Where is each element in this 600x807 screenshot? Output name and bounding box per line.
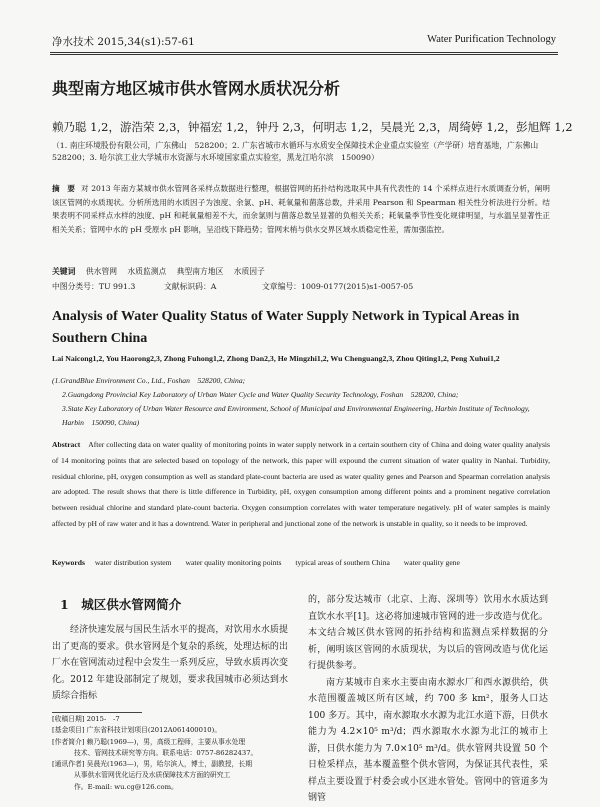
abstract-cn-text: 对 2013 年南方某城市供水管网各采样点数据进行整理，根据管网的拓扑结构选取其中具有代表性的 14 个采样点进行水质调查分析，阐明该区管网的水质现状。分析所选用的水质因子为浊度、余氯、pH、耗氧量和菌落总数，并采用 Pearson 和 Spearman 相关性分析法进行分析。结果表明不同采样点水样的浊度、pH 和耗氧量相差不大，而余氯则与菌落总数呈显著的负相关关系；耗氧量季节性变化规律明显，与水温呈显著性正相关关系；管网中水的 pH 受原水 pH 影响，呈沿线下降趋势；管网末梢与供水交界区域水质稳定性差，需加强监控。: [52, 184, 551, 234]
keywords-en-label: Keywords: [52, 558, 85, 567]
title-cn: 典型南方地区城市供水管网水质状况分析: [52, 79, 341, 98]
keyword-en: water quality monitoring points: [185, 558, 282, 567]
affiliation-en: (1.GrandBlue Environment Co., Ltd., Foshan 528200, China;: [52, 376, 246, 385]
keyword-cn: 典型南方地区: [176, 267, 224, 276]
keyword-en: water distribution system: [94, 558, 172, 567]
header-rule: [50, 52, 558, 53]
keyword-en: typical areas of southern China: [295, 558, 390, 567]
affiliations-en: [52, 374, 552, 430]
authors-en: Lai Naicong1,2, You Haorong2,3, Zhong Fuhong1,2, Zhong Dan2,3, He Mingzhi1,2, Wu Chenguang2,3, Zhou Qiting1,2, Peng Xuhui1,2: [52, 354, 500, 363]
footnote-email: 作。E-mail: wu.cg@126.com。: [74, 782, 178, 791]
right-paragraph-2: 南方某城市自来水主要由南水源水厂和西水源供给，供水范围覆盖城区所有区域，约 700 多 km²，服务人口达 100 多万。其中，南水源取水水源为北江水道下游，日供水能力为 4.2×10⁵ m³/d；西水源取水水源为北江的城市上游，日供水能力为 7.0×10⁵ m³/d。供水管网共设置 50 个日检采样点，基本覆盖整个供水管网，为保证其代表性，采样点主要设置于村委会或小区进水管处。管网中的管道多为钢管: [308, 677, 548, 803]
keywords-en: [52, 558, 472, 567]
journal-issue: 净水技术 2015,34(s1):57-61: [52, 36, 195, 48]
keyword-cn: 供水管网: [85, 267, 118, 276]
header-rule-thin: [50, 54, 558, 55]
footnote-corresponding: [通讯作者] 吴晨光(1963—)，男，哈尔滨人，博士，副教授，长期: [52, 760, 252, 769]
section-1-paragraph: 经济快速发展与国民生活水平的提高，对饮用水水质提出了更高的要求。供水管网是个复杂的系统，处理达标的出厂水在管网流动过程中会发生一系列反应，导致水质再次变化。2012 年建设部制定了规划，要求我国城市必须达到水质综合指标: [52, 625, 288, 701]
affiliation-en: 2.Guangdong Provincial Key Laboratory of Urban Water Cycle and Water Quality Security Technology, Foshan 528200, China;: [62, 390, 459, 399]
abstract-en-label: Abstract: [52, 440, 81, 449]
footnote-funding: [基金项目] 广东省科技计划项目(2012A061400010)。: [52, 726, 222, 735]
abstract-cn-label: 摘 要: [52, 184, 76, 193]
abstract-cn: [52, 182, 550, 236]
affiliations-cn: （1. 南庄环境股份有限公司，广东佛山 528200；2. 广东省城市水循环与水质安全保障技术企业重点实验室（产学研）培育基地，广东佛山 528200；3. 哈尔滨工业大学城市水资源与水环境国家重点实验室，黑龙江哈尔滨 150090）: [52, 141, 547, 162]
right-paragraph-1: 的，部分发达城市（北京、上海、深圳等）饮用水水质达到直饮水水平[1]。这必将加速城市管网的进一步改造与优化。本文结合城区供水管网的拓扑结构和监测点采样数据的分析，阐明该区管网的水质现状，为以后的管网改造与优化运行提供参考。: [308, 595, 548, 671]
footnote-corresponding-cont: 从事供水管网优化运行及水质保障技术方面的研究工: [74, 771, 231, 780]
keyword-cn: 水质因子: [233, 267, 265, 276]
footnote-author: [作者简介] 赖乃聪(1969—)，男，高级工程师，主要从事水处理: [52, 737, 246, 746]
footnote-rule: [52, 712, 142, 713]
abstract-en: [52, 437, 550, 532]
article-number: 文章编号：1009-0177(2015)s1-0057-05: [262, 282, 414, 291]
keyword-en: water quality gene: [403, 558, 460, 567]
footnote-received: [收稿日期] 2015- -7: [52, 715, 120, 723]
right-column: [308, 592, 548, 807]
authors-cn: 赖乃聪 1,2，游浩荣 2,3，钟福宏 1,2，钟丹 2,3，何明志 1,2，吴晨光 2,3，周绮婷 1,2，彭旭辉 1,2: [52, 120, 573, 134]
abstract-en-text: After collecting data on water quality of monitoring points in water supply network in a certain southern city of China and doing water quality analysis of 14 monitoring points that are selected based on topology of the network, this paper will expound the current situation of water quality in Nanhai. Turbidity, residual chlorine, pH, oxygen consumption as well as standard plate-count bacteria are used as water quality genes and Pearson and Spearman correlation analysis are adopted. The result shows that there is little difference in Turbidity, pH, oxygen consumption among different points and a prominent negative correlation between residual chlorine and standard plate-count bacteria. Oxygen consumption correlates with water temperature negatively. pH of water samples is mainly affected by pH of raw water and it has a downtrend. Water in peripheral and junctional zone of the network is unstable in quality, so it needs to be improved.: [52, 440, 550, 528]
keywords-cn-label: 关键词: [52, 267, 76, 276]
footnote-author-cont: 技术、管网技术研究等方向。联系电话：0757-86282437。: [74, 748, 258, 757]
affiliation-en: 3.State Key Laboratory of Urban Water Resource and Environment, School of Municipal and Environmental Engineering, Harbin Institute of Technology, Harbin 150090, China): [62, 404, 530, 427]
title-en: Analysis of Water Quality Status of Water Supply Network in Typical Areas in Southern China: [52, 309, 520, 346]
document-code: 文献标识码：A: [164, 282, 217, 291]
keywords-cn: [52, 266, 265, 277]
section-1-heading: 1 城区供水管网简介: [60, 597, 182, 612]
clc-number: 中图分类号：TU 991.3: [52, 282, 136, 291]
journal-name-en: Water Purification Technology: [427, 34, 556, 45]
keyword-cn: 水质监测点: [127, 267, 167, 276]
footnotes: [52, 714, 288, 793]
